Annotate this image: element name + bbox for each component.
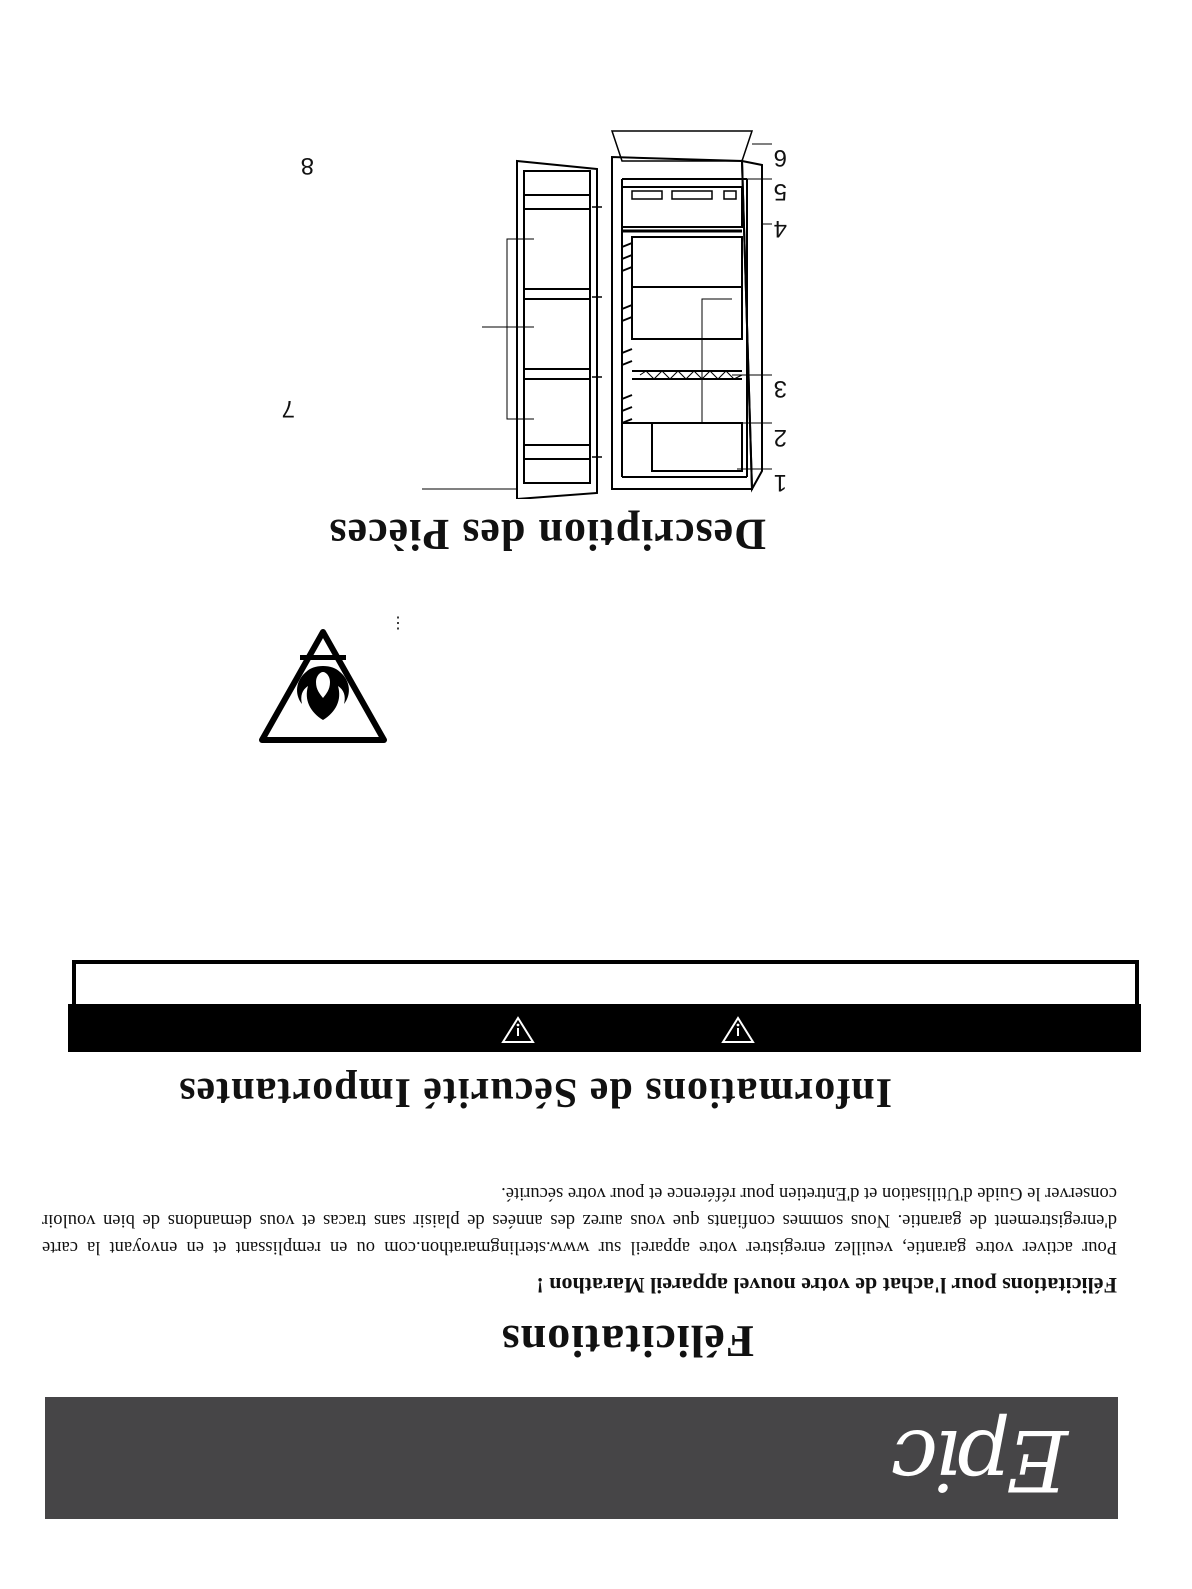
- header-bar: [45, 1397, 1118, 1519]
- safety-band: [68, 1004, 1141, 1052]
- safety-outline-box: [72, 960, 1139, 1011]
- refrigerator-diagram: [272, 129, 772, 499]
- fire-warning-icon: [258, 626, 388, 744]
- congratulations-subtitle: Félicitations pour l'achat de votre nouvel appareil Marathon !: [536, 1273, 1117, 1298]
- part-label-3: 3: [773, 375, 787, 402]
- part-label-8: 8: [300, 152, 314, 179]
- congratulations-title: Félicitations: [500, 1316, 754, 1367]
- part-label-7: 7: [281, 395, 295, 422]
- warning-info-icon: [501, 1016, 535, 1044]
- part-label-6: 6: [773, 144, 787, 171]
- safety-title: Informations de Sécurité Importantes: [178, 1069, 892, 1115]
- part-label-5: 5: [773, 178, 787, 205]
- separator-dots: ⋮: [390, 614, 406, 631]
- parts-title: Description des Pièces: [328, 510, 766, 559]
- part-label-4: 4: [773, 215, 787, 242]
- warning-info-icon: [721, 1016, 755, 1044]
- intro-paragraph: Pour activer votre garantie, veuillez enregistrer votre appareil sur www.sterlingmarathon.com ou en remplissant et en envoyant la carte d'enregistrement de garantie. Nous sommes confiants que vous aurez des années de plaisir sans tracas et vous demandons de bien vouloir conserver le Guide d'Utilisation et d'Entretien pour référence et pour votre sécurité.: [42, 1183, 1117, 1257]
- brand-logo: Epic: [895, 1411, 1068, 1509]
- part-label-1: 1: [773, 469, 787, 496]
- part-label-2: 2: [773, 424, 787, 451]
